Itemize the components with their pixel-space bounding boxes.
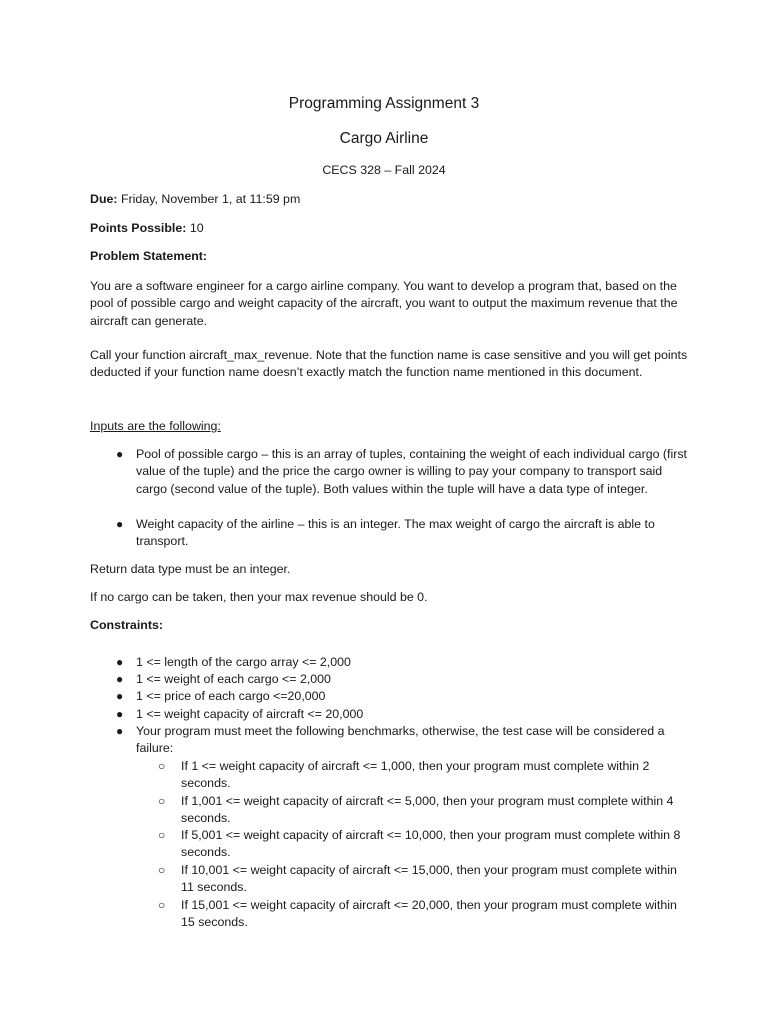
circle-bullet-icon: ○ [158,898,166,912]
benchmark-text: If 5,001 <= weight capacity of aircraft <= 10,000, then your program must complete within 8 seconds. [181,828,681,860]
circle-bullet-icon: ○ [158,863,166,877]
input-item-text: Weight capacity of the airline – this is an integer. The max weight of cargo the aircraft is able to transport. [136,517,655,549]
circle-bullet-icon: ○ [158,794,166,808]
bullet-icon: ● [116,724,124,738]
due-line [90,191,690,208]
due-value: Friday, November 1, at 11:59 pm [117,192,301,206]
course-label: CECS 328 – Fall 2024 [322,163,446,177]
benchmark-text: If 1 <= weight capacity of aircraft <= 1,000, then your program must complete within 2 seconds. [181,759,650,791]
constraint-text: 1 <= weight capacity of aircraft <= 20,000 [136,707,364,721]
bullet-icon: ● [116,655,124,669]
points-value: 10 [186,221,204,235]
constraint-text: 1 <= length of the cargo array <= 2,000 [136,655,351,669]
constraint-text: 1 <= weight of each cargo <= 2,000 [136,672,331,686]
bullet-icon: ● [116,517,124,531]
points-label: Points Possible: [90,221,187,235]
problem-heading: Problem Statement: [90,249,208,263]
points-line [90,220,690,237]
intro-paragraph: You are a software engineer for a cargo airline company. You want to develop a program that, based on the pool of possible cargo and weight capacity of the aircraft, you want to output the maximum revenue that the aircraft can generate. [90,279,678,328]
circle-bullet-icon: ○ [158,759,166,773]
benchmark-text: If 1,001 <= weight capacity of aircraft <= 5,000, then your program must complete within 4 seconds. [181,794,674,826]
benchmark-text: If 15,001 <= weight capacity of aircraft <= 20,000, then your program must complete within 15 seconds. [181,898,677,930]
circle-bullet-icon: ○ [158,828,166,842]
page-title: Programming Assignment 3 [288,95,480,112]
return-line: Return data type must be an integer. [90,562,291,576]
function-paragraph: Call your function aircraft_max_revenue. Note that the function name is case sensitive and you will get points deducted if your function name doesn’t exactly match the function name mentioned in this document. [90,348,688,380]
constraints-heading: Constraints: [90,618,163,632]
bullet-icon: ● [116,707,124,721]
benchmark-text: If 10,001 <= weight capacity of aircraft <= 15,000, then your program must complete within 11 seconds. [181,863,677,895]
bullet-icon: ● [116,672,124,686]
input-item-text: Pool of possible cargo – this is an array of tuples, containing the weight of each individual cargo (first value of the tuple) and the price the cargo owner is willing to pay your company to transport said cargo (second value of the tuple). Both values within the tuple will have a data type of integer. [136,447,688,496]
page-subtitle: Cargo Airline [339,130,429,147]
bullet-icon: ● [116,689,124,703]
constraint-text: Your program must meet the following benchmarks, otherwise, the test case will be considered a failure: [136,724,665,756]
bullet-icon: ● [116,447,124,461]
inputs-heading: Inputs are the following: [90,419,221,433]
no-cargo-line: If no cargo can be taken, then your max revenue should be 0. [90,590,428,604]
due-label: Due: [90,192,118,206]
constraint-text: 1 <= price of each cargo <=20,000 [136,689,326,703]
